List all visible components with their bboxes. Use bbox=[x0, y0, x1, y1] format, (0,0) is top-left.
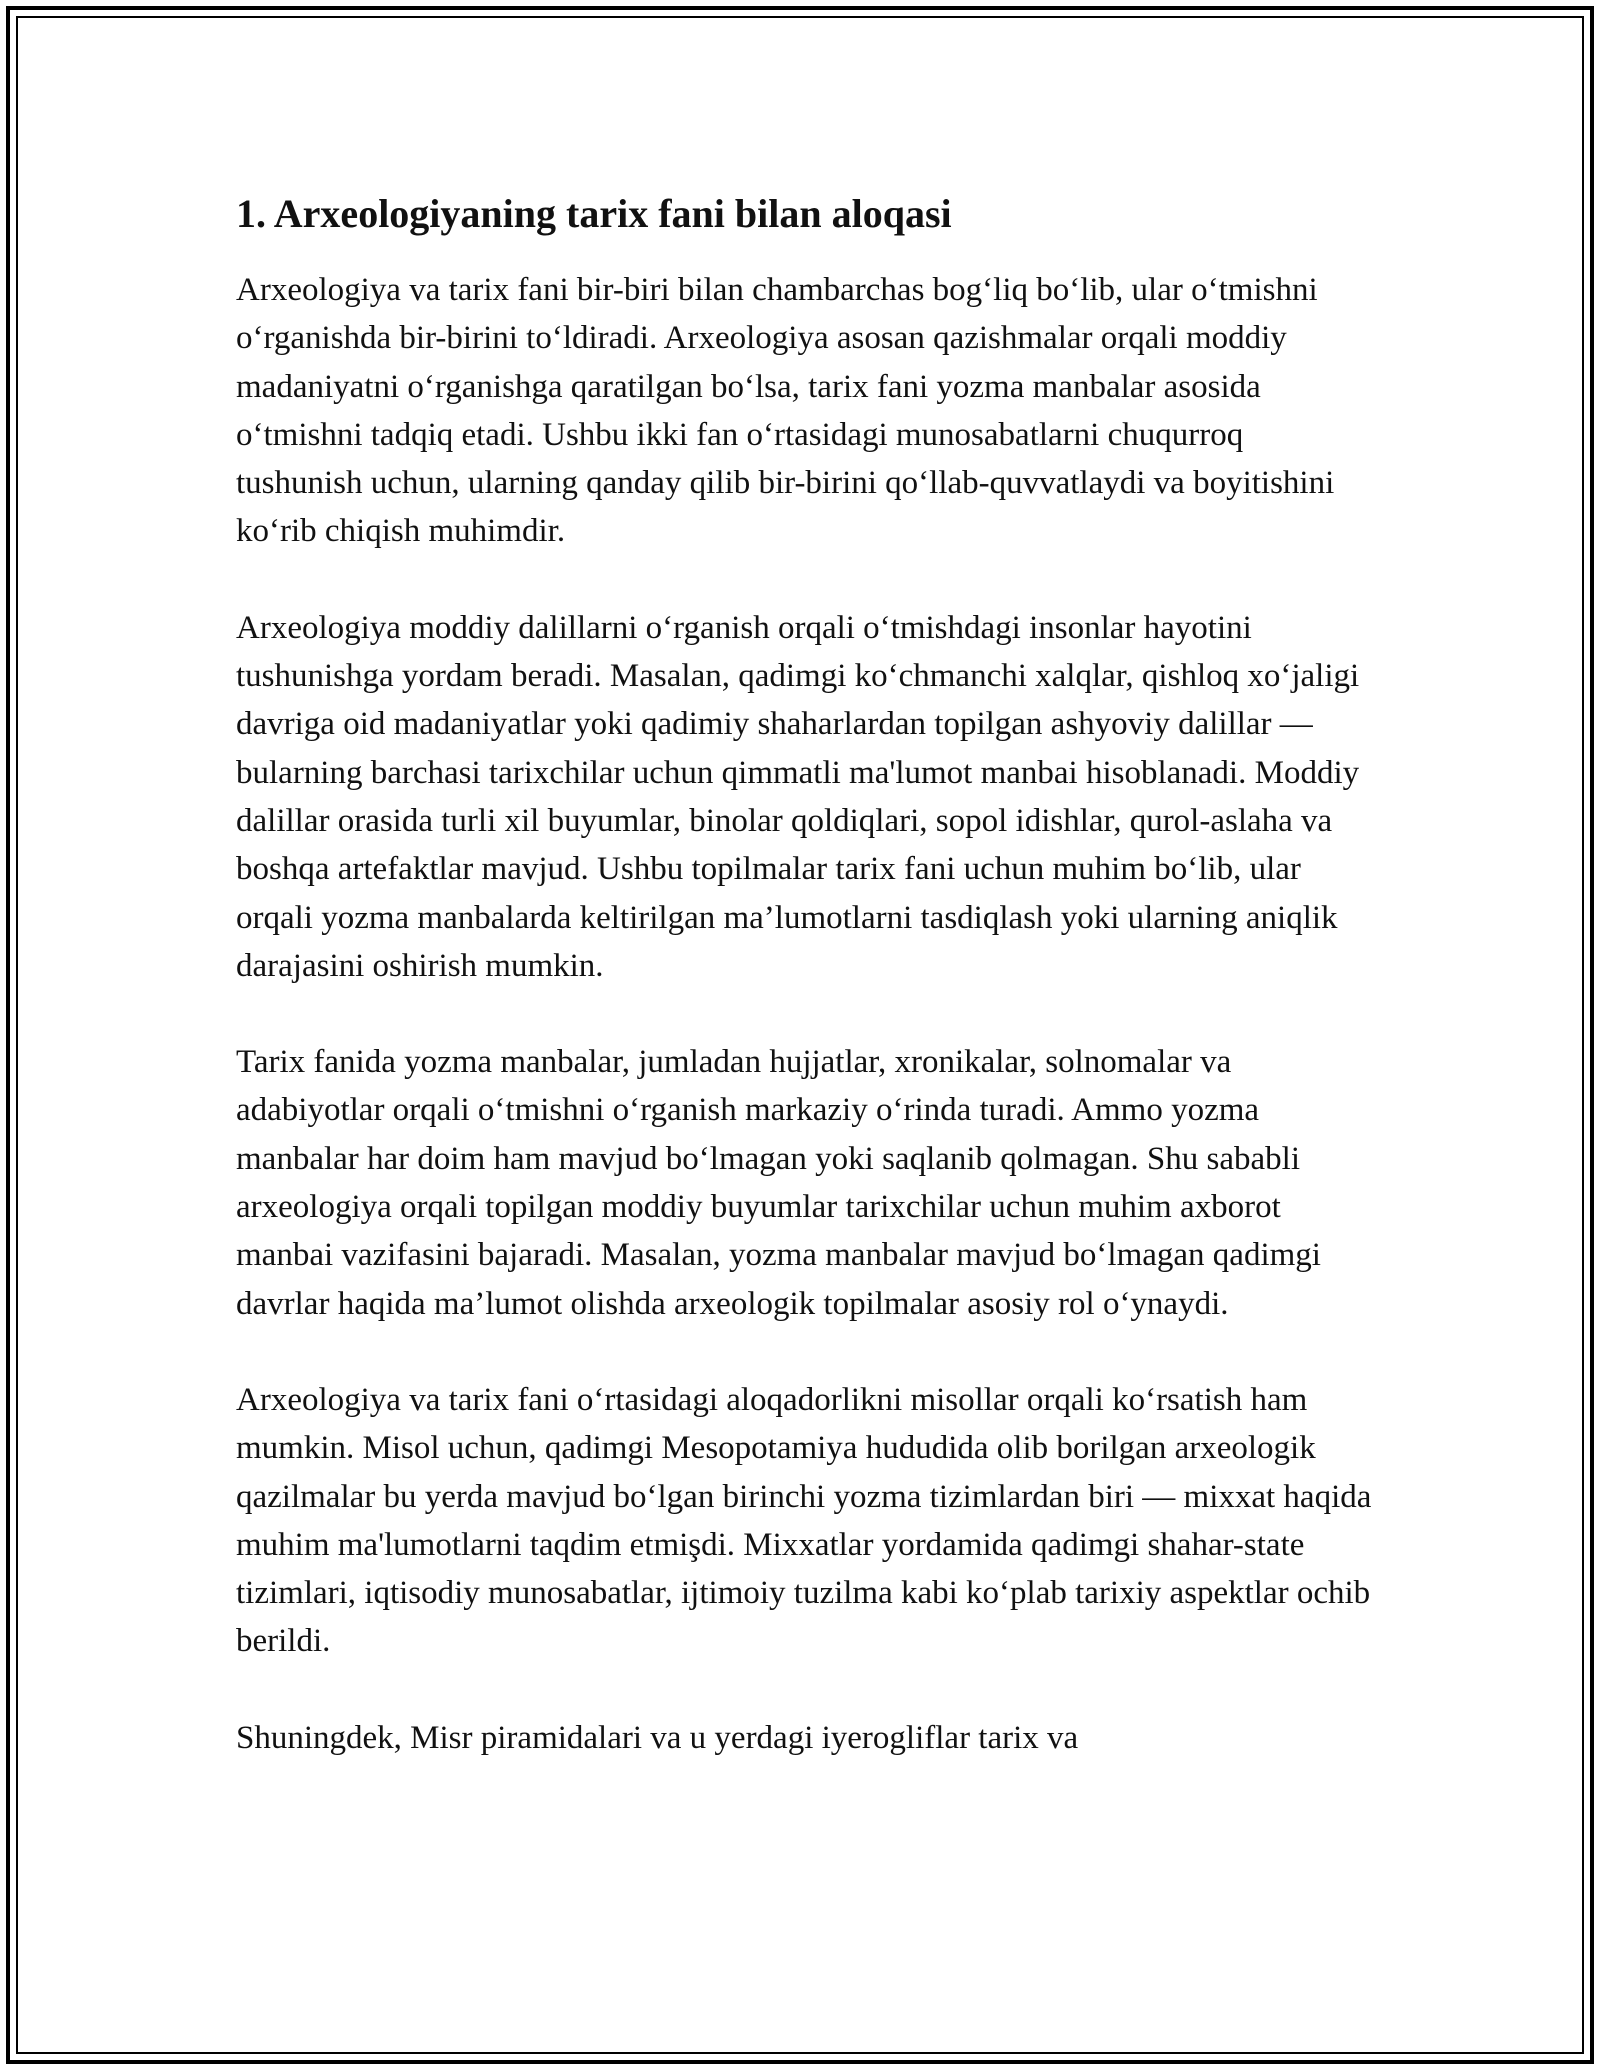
paragraph-5: Shuningdek, Misr piramidalari va u yerdagi iyerogliflar tarix va bbox=[236, 1719, 1079, 1756]
document-body bbox=[236, 186, 1376, 1810]
paragraph-2: Arxeologiya moddiy dalillarni o‘rganish orqali o‘tmishdagi insonlar hayotini tushunishga yordam beradi. Masalan, qadimgi ko‘chmanchi xalqlar, qishloq xo‘jaligi davriga oid madaniyatlar yoki qadimiy shaharlardan topilgan ashyoviy dalillar — bularning barchasi tarixchilar uchun qimmatli ma'lumot manbai hisoblanadi. Moddiy dalillar orasida turli xil buyumlar, binolar qoldiqlari, sopol idishlar, qurol-aslaha va boshqa artefaktlar mavjud. Ushbu topilmalar tarix fani uchun muhim bo‘lib, ular orqali yozma manbalarda keltirilgan ma’lumotlarni tasdiqlash yoki ularning aniqlik darajasini oshirish mumkin. bbox=[236, 609, 1360, 984]
paragraph-4: Arxeologiya va tarix fani o‘rtasidagi aloqadorlikni misollar orqali ko‘rsatish ham mumkin. Misol uchun, qadimgi Mesopotamiya hududida olib borilgan arxeologik qazilmalar bu yerda mavjud bo‘lgan birinchi yozma tizimlardan biri — mixxat haqida muhim ma'lumotlarni taqdim etmişdi. Mixxatlar yordamida qadimgi shahar-state tizimlari, iqtisodiy munosabatlar, ijtimoiy tuzilma kabi ko‘plab tarixiy aspektlar ochib berildi. bbox=[236, 1381, 1372, 1660]
paragraph-3: Tarix fanida yozma manbalar, jumladan hujjatlar, xronikalar, solnomalar va adabiyotlar orqali o‘tmishni o‘rganish markaziy o‘rinda turadi. Ammo yozma manbalar har doim ham mavjud bo‘lmagan yoki saqlanib qolmagan. Shu sababli arxeologiya orqali topilgan moddiy buyumlar tarixchilar uchun muhim axborot manbai vazifasini bajaradi. Masalan, yozma manbalar mavjud bo‘lmagan qadimgi davrlar haqida ma’lumot olishda arxeologik topilmalar asosiy rol o‘ynaydi. bbox=[236, 1044, 1321, 1322]
paragraph-1: Arxeologiya va tarix fani bir-biri bilan chambarchas bog‘liq bo‘lib, ular o‘tmishni o‘rganishda bir-birini to‘ldiradi. Arxeologiya asosan qazishmalar orqali moddiy madaniyatni o‘rganishga qaratilgan bo‘lsa, tarix fani yozma manbalar asosida o‘tmishni tadqiq etadi. Ushbu ikki fan o‘rtasidagi munosabatlarni chuqurroq tushunish uchun, ularning qanday qilib bir-birini qo‘llab-quvvatlaydi va boyitishini ko‘rib chiqish muhimdir. bbox=[236, 272, 1335, 550]
section-heading: 1. Arxeologiyaning tarix fani bilan aloqasi bbox=[236, 191, 952, 236]
